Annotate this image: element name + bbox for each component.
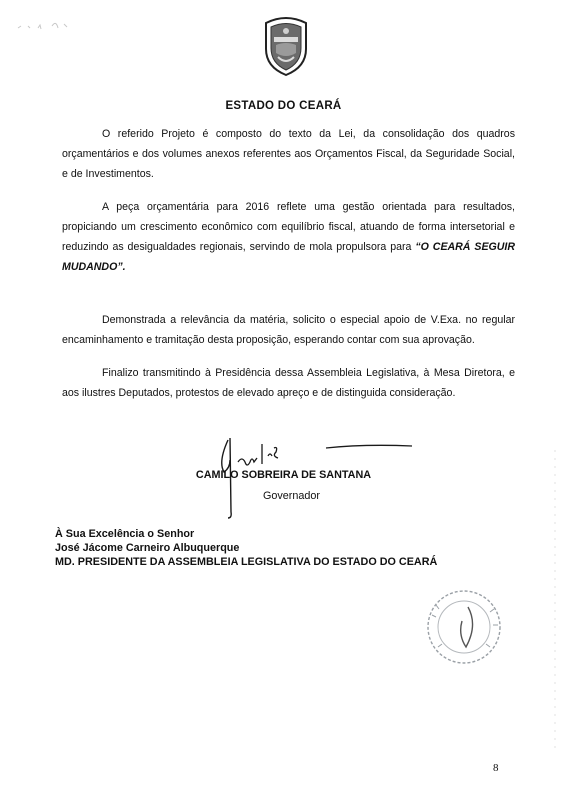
paragraph-budget	[62, 197, 515, 277]
paragraph-text: A peça orçamentária para 2016 reflete uma gestão orientada para resultados, propiciando um crescimento econômico com equilíbrio fiscal, atuando de forma intersetorial e reduzindo as desigualdades regionais, servindo de mola propulsora para	[62, 201, 515, 253]
assembly-seal-stamp-icon	[418, 585, 514, 669]
addressee-name: José Jácome Carneiro Albuquerque	[55, 542, 240, 554]
paragraph-text: Demonstrada a relevância da matéria, solicito o especial apoio de V.Exa. no regular encaminhamento e tramitação desta proposição, esperando contar com sua aprovação.	[62, 314, 515, 346]
page-number: 8	[493, 762, 499, 774]
paragraph-text: Finalizo transmitindo à Presidência dessa Assembleia Legislativa, à Mesa Diretora, e aos ilustres Deputados, protestos de elevado apreço e de distinguida consideração.	[62, 367, 515, 399]
motto-text: “O CEARÁ SEGUIR MUDANDO”.	[62, 241, 515, 273]
paragraph-composition	[62, 124, 515, 184]
paragraph-text: O referido Projeto é composto do texto da Lei, da consolidação dos quadros orçamentários e dos volumes anexos referentes aos Orçamentos Fiscal, da Seguridade Social, e de Investimentos.	[62, 128, 515, 180]
paragraph-closing	[62, 363, 515, 403]
scan-mark	[8, 16, 78, 40]
scan-edge-marks	[549, 450, 561, 750]
addressee-salutation: À Sua Excelência o Senhor	[55, 528, 195, 540]
paragraph-request	[62, 310, 515, 350]
governor-name: CAMILO SOBREIRA DE SANTANA	[195, 469, 372, 481]
state-coat-of-arms-icon	[262, 15, 310, 77]
document-heading: ESTADO DO CEARÁ	[225, 100, 342, 112]
addressee-office: MD. PRESIDENTE DA ASSEMBLEIA LEGISLATIVA DO ESTADO DO CEARÁ	[55, 556, 438, 568]
governor-title: Governador	[262, 490, 321, 502]
